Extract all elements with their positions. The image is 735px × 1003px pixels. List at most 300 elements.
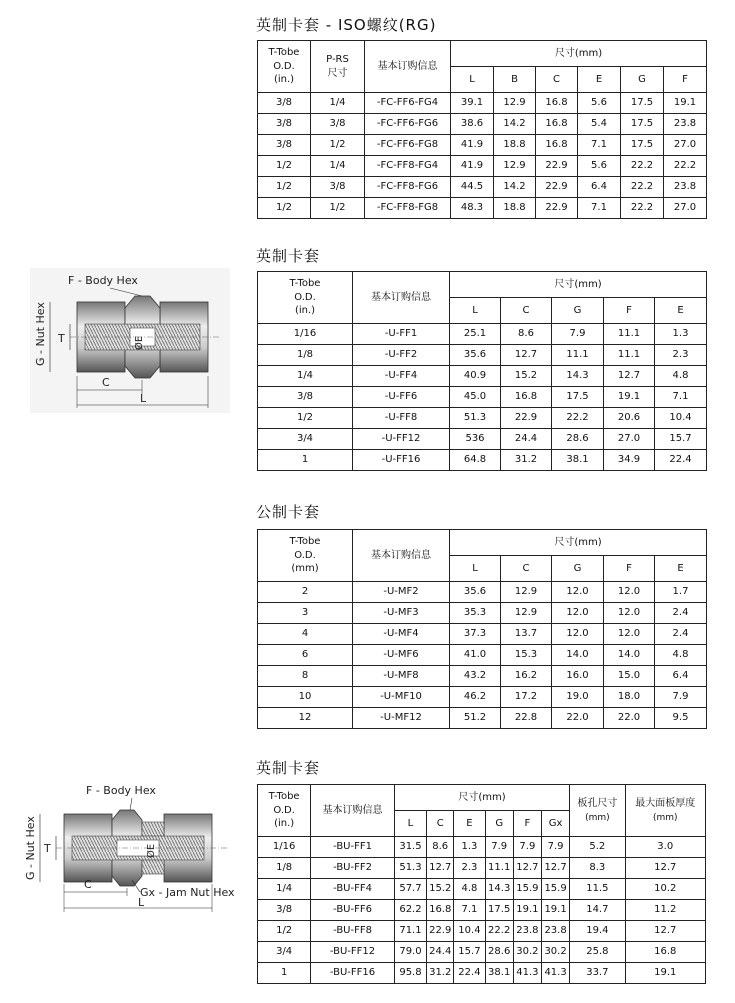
table-cell: 18.0: [604, 687, 655, 708]
table-row: [258, 345, 707, 366]
table-cell: 22.8: [501, 708, 552, 729]
table-row: [258, 837, 706, 858]
table-cell: 17.5: [621, 135, 664, 156]
table-cell: 15.7: [454, 942, 485, 963]
table-cell: 13.7: [501, 624, 552, 645]
table-cell: 14.0: [604, 645, 655, 666]
table-cell: 3/8: [258, 135, 311, 156]
table-cell: 46.2: [450, 687, 501, 708]
table-cell: -FC-FF6-FG8: [365, 135, 451, 156]
header-panel-thickness: 最大面板厚度 (mm): [625, 785, 705, 837]
header-dim: L: [450, 298, 501, 324]
table-cell: 22.9: [536, 156, 578, 177]
header-dim: C: [501, 298, 552, 324]
table-cell: 2: [258, 582, 353, 603]
table-cell: 38.1: [552, 450, 604, 471]
tube-od-label: T: [58, 332, 65, 345]
table-cell: 4.8: [655, 645, 707, 666]
table-cell: 9.5: [655, 708, 707, 729]
table-cell: 3.0: [625, 837, 705, 858]
table-cell: 41.9: [451, 156, 494, 177]
table-cell: 4.8: [454, 879, 485, 900]
table-cell: 30.2: [541, 942, 569, 963]
header-dim: C: [501, 556, 552, 582]
header-dim: Gx: [541, 811, 569, 837]
table-cell: 17.5: [485, 900, 513, 921]
table-cell: 1/4: [258, 366, 353, 387]
table-cell: -U-FF1: [353, 324, 450, 345]
table-row: [258, 900, 706, 921]
table-cell: 12.7: [625, 858, 705, 879]
table-cell: 22.2: [552, 408, 604, 429]
table-cell: 40.9: [450, 366, 501, 387]
header-dim: G: [621, 67, 664, 93]
table-cell: -BU-FF6: [311, 900, 395, 921]
header-dim: C: [536, 67, 578, 93]
table-cell: 8: [258, 666, 353, 687]
table-cell: 12.7: [604, 366, 655, 387]
bulkhead-union-diagram: [22, 780, 240, 920]
table-row: [258, 429, 707, 450]
header-tube-od: T-Tobe O.D. (in.): [258, 272, 353, 324]
table-cell: 7.1: [454, 900, 485, 921]
table-cell: 1/2: [258, 177, 311, 198]
table-cell: 17.2: [501, 687, 552, 708]
header-dim: E: [655, 298, 707, 324]
table-cell: 15.3: [501, 645, 552, 666]
table-cell: 14.0: [552, 645, 604, 666]
table-cell: 27.0: [604, 429, 655, 450]
table-row: [258, 624, 707, 645]
table-cell: 3/4: [258, 429, 353, 450]
table-cell: 5.2: [570, 837, 625, 858]
table-row: [258, 582, 707, 603]
table-cell: 1/2: [311, 198, 365, 219]
table-cell: 22.9: [536, 198, 578, 219]
table-cell: 7.9: [552, 324, 604, 345]
table-cell: 536: [450, 429, 501, 450]
table-row: [258, 666, 707, 687]
header-dimensions: 尺寸(mm): [450, 530, 707, 556]
table-cell: 12.0: [552, 603, 604, 624]
table-cell: -FC-FF8-FG4: [365, 156, 451, 177]
table-cell: 48.3: [451, 198, 494, 219]
table-row: [258, 387, 707, 408]
header-order-info: 基本订购信息: [353, 530, 450, 582]
table-cell: -FC-FF6-FG6: [365, 114, 451, 135]
table-cell: 28.6: [485, 942, 513, 963]
table-cell: 12.7: [501, 345, 552, 366]
table-cell: 6: [258, 645, 353, 666]
table-cell: 51.2: [450, 708, 501, 729]
table-cell: 41.3: [541, 963, 569, 984]
header-dim: F: [604, 298, 655, 324]
table-cell: -BU-FF4: [311, 879, 395, 900]
header-dimensions: 尺寸(mm): [394, 785, 569, 811]
table-cell: 2.4: [655, 603, 707, 624]
table-cell: 14.3: [552, 366, 604, 387]
table-cell: -BU-FF16: [311, 963, 395, 984]
body-hex-label: F - Body Hex: [86, 784, 156, 797]
table-cell: 1/8: [258, 858, 311, 879]
header-dim: G: [552, 556, 604, 582]
table-cell: 15.9: [541, 879, 569, 900]
header-dim: L: [450, 556, 501, 582]
table-cell: 25.8: [570, 942, 625, 963]
table-row: [258, 156, 707, 177]
table-cell: 22.9: [536, 177, 578, 198]
table-cell: 22.0: [552, 708, 604, 729]
table-cell: 1.3: [655, 324, 707, 345]
table-cell: 44.5: [451, 177, 494, 198]
table-row: [258, 93, 707, 114]
header-dim: F: [664, 67, 707, 93]
table-cell: 22.0: [604, 708, 655, 729]
header-dim: B: [494, 67, 536, 93]
table-cell: 11.1: [552, 345, 604, 366]
table-cell: 15.2: [427, 879, 454, 900]
header-tube-od: T-Tobe O.D. (in.): [258, 41, 311, 93]
table-cell: 51.3: [394, 858, 426, 879]
table-cell: 2.3: [655, 345, 707, 366]
table-cell: 12.0: [552, 582, 604, 603]
table-cell: -U-MF8: [353, 666, 450, 687]
table-cell: 5.6: [578, 93, 621, 114]
table-cell: 3/8: [258, 114, 311, 135]
table-cell: 6.4: [578, 177, 621, 198]
table-cell: 28.6: [552, 429, 604, 450]
header-order-info: 基本订购信息: [353, 272, 450, 324]
header-tube-od: T-Tobe O.D. (mm): [258, 530, 353, 582]
table-cell: 8.6: [501, 324, 552, 345]
table-cell: 38.1: [485, 963, 513, 984]
header-dimensions: 尺寸(mm): [451, 41, 707, 67]
table-cell: 30.2: [513, 942, 541, 963]
table-cell: 31.5: [394, 837, 426, 858]
table-cell: 16.8: [427, 900, 454, 921]
nut-hex-label: G - Nut Hex: [34, 302, 47, 366]
table-cell: 16.8: [536, 93, 578, 114]
table-cell: 20.6: [604, 408, 655, 429]
table-cell: 10: [258, 687, 353, 708]
table-cell: 35.3: [450, 603, 501, 624]
section2-title: 英制卡套: [256, 247, 321, 265]
table-cell: 35.6: [450, 345, 501, 366]
table-cell: -BU-FF1: [311, 837, 395, 858]
table-cell: 7.9: [655, 687, 707, 708]
table-cell: 57.7: [394, 879, 426, 900]
table-cell: -U-FF16: [353, 450, 450, 471]
table-cell: 16.8: [536, 114, 578, 135]
table-cell: 17.5: [552, 387, 604, 408]
table-cell: 19.4: [570, 921, 625, 942]
table-cell: 41.3: [513, 963, 541, 984]
table-row: [258, 687, 707, 708]
table-cell: -BU-FF2: [311, 858, 395, 879]
table-cell: 3/8: [258, 387, 353, 408]
header-order-info: 基本订购信息: [311, 785, 395, 837]
table-cell: 22.4: [655, 450, 707, 471]
table-cell: -U-FF6: [353, 387, 450, 408]
table-cell: 5.4: [578, 114, 621, 135]
bore-diameter-label: ØE: [146, 843, 157, 858]
table-cell: 39.1: [451, 93, 494, 114]
header-dim: L: [451, 67, 494, 93]
table-cell: 14.7: [570, 900, 625, 921]
table-cell: 8.6: [427, 837, 454, 858]
table-cell: 6.4: [655, 666, 707, 687]
table-cell: 3: [258, 603, 353, 624]
table-cell: 95.8: [394, 963, 426, 984]
table-cell: 3/8: [258, 93, 311, 114]
dim-l-label: L: [138, 896, 145, 909]
table-cell: 1.7: [655, 582, 707, 603]
table-cell: 16.2: [501, 666, 552, 687]
header-dim: E: [578, 67, 621, 93]
table-cell: 7.9: [513, 837, 541, 858]
table-row: [258, 114, 707, 135]
table-cell: -U-FF4: [353, 366, 450, 387]
table-cell: 10.4: [655, 408, 707, 429]
table-row: [258, 198, 707, 219]
table-cell: 16.8: [625, 942, 705, 963]
table-cell: -BU-FF12: [311, 942, 395, 963]
table-cell: 1/8: [258, 345, 353, 366]
table-cell: 15.9: [513, 879, 541, 900]
jam-nut-label: Gx - Jam Nut Hex: [140, 886, 235, 899]
table-cell: 51.3: [450, 408, 501, 429]
dim-c-label: C: [84, 878, 92, 891]
table-cell: 17.5: [621, 93, 664, 114]
table-cell: 22.9: [427, 921, 454, 942]
table-cell: 18.8: [494, 135, 536, 156]
table-cell: 1/2: [311, 135, 365, 156]
table-cell: 62.2: [394, 900, 426, 921]
table-cell: -U-FF12: [353, 429, 450, 450]
table-cell: 14.3: [485, 879, 513, 900]
spec-table-bulkhead-union: [257, 784, 706, 984]
table-cell: 24.4: [501, 429, 552, 450]
bore-diameter-label: ØE: [134, 335, 145, 350]
table-cell: 7.9: [485, 837, 513, 858]
table-row: [258, 177, 707, 198]
table-cell: 41.9: [451, 135, 494, 156]
header-panel-hole: 板孔尺寸 (mm): [570, 785, 625, 837]
table-row: [258, 324, 707, 345]
table-cell: 11.1: [485, 858, 513, 879]
table-cell: -U-MF12: [353, 708, 450, 729]
table-row: [258, 963, 706, 984]
table-cell: 27.0: [664, 198, 707, 219]
table-cell: 34.9: [604, 450, 655, 471]
table-cell: 15.2: [501, 366, 552, 387]
header-dim: F: [513, 811, 541, 837]
table-cell: 12.7: [541, 858, 569, 879]
table-cell: 1/4: [311, 93, 365, 114]
table-cell: 11.2: [625, 900, 705, 921]
spec-table-metric-union: [257, 529, 707, 729]
table-cell: 12.0: [604, 624, 655, 645]
table-cell: 38.6: [451, 114, 494, 135]
header-dim: E: [454, 811, 485, 837]
table-cell: 3/8: [258, 900, 311, 921]
table-cell: 12.0: [604, 603, 655, 624]
table-cell: 71.1: [394, 921, 426, 942]
table-cell: 11.1: [604, 345, 655, 366]
table-cell: 16.8: [536, 135, 578, 156]
table-cell: 3/8: [311, 114, 365, 135]
table-cell: 7.1: [655, 387, 707, 408]
dim-c-label: C: [102, 376, 110, 389]
table-cell: 12.7: [625, 921, 705, 942]
table-row: [258, 708, 707, 729]
table-cell: 3/8: [311, 177, 365, 198]
table-cell: 7.1: [578, 135, 621, 156]
table-cell: 1/16: [258, 324, 353, 345]
table-cell: -U-MF6: [353, 645, 450, 666]
table-cell: 31.2: [427, 963, 454, 984]
table-cell: 23.8: [541, 921, 569, 942]
table-cell: 10.4: [454, 921, 485, 942]
table-cell: -U-FF8: [353, 408, 450, 429]
table-cell: 23.8: [664, 177, 707, 198]
header-dimensions: 尺寸(mm): [450, 272, 707, 298]
table-cell: 43.2: [450, 666, 501, 687]
table-cell: 18.8: [494, 198, 536, 219]
table-row: [258, 366, 707, 387]
table-cell: 12.0: [604, 582, 655, 603]
table-cell: 19.1: [541, 900, 569, 921]
table-cell: 22.4: [454, 963, 485, 984]
table-cell: 1: [258, 450, 353, 471]
tube-od-label: T: [44, 842, 51, 855]
table-cell: 1.3: [454, 837, 485, 858]
table-cell: 2.4: [655, 624, 707, 645]
table-cell: -BU-FF8: [311, 921, 395, 942]
body-hex-label: F - Body Hex: [68, 274, 138, 287]
section3-title: 公制卡套: [256, 503, 321, 521]
table-cell: 5.6: [578, 156, 621, 177]
table-cell: 1/2: [258, 156, 311, 177]
table-cell: 11.1: [604, 324, 655, 345]
table-cell: -U-MF4: [353, 624, 450, 645]
table-cell: 15.0: [604, 666, 655, 687]
table-cell: 10.2: [625, 879, 705, 900]
header-dim: G: [552, 298, 604, 324]
table-cell: 64.8: [450, 450, 501, 471]
table-row: [258, 858, 706, 879]
header-dim: E: [655, 556, 707, 582]
table-cell: 12: [258, 708, 353, 729]
table-cell: -FC-FF8-FG6: [365, 177, 451, 198]
table-cell: 12.9: [501, 582, 552, 603]
header-dim: G: [485, 811, 513, 837]
header-dim: F: [604, 556, 655, 582]
table-cell: 27.0: [664, 135, 707, 156]
table-cell: 23.8: [513, 921, 541, 942]
table-cell: 7.9: [541, 837, 569, 858]
table-cell: -U-MF2: [353, 582, 450, 603]
table-cell: 19.1: [664, 93, 707, 114]
table-cell: 31.2: [501, 450, 552, 471]
table-cell: 12.7: [513, 858, 541, 879]
table-cell: 12.9: [494, 93, 536, 114]
table-cell: 16.0: [552, 666, 604, 687]
table-cell: 17.5: [621, 114, 664, 135]
table-cell: 8.3: [570, 858, 625, 879]
table-cell: 3/4: [258, 942, 311, 963]
table-cell: 14.2: [494, 114, 536, 135]
table-cell: 1/2: [258, 921, 311, 942]
table-cell: 24.4: [427, 942, 454, 963]
table-cell: 19.1: [513, 900, 541, 921]
table-cell: 15.7: [655, 429, 707, 450]
section1-title: 英制卡套 - ISO螺纹(RG): [256, 16, 437, 34]
table-cell: 1: [258, 963, 311, 984]
table-cell: 19.1: [625, 963, 705, 984]
table-row: [258, 645, 707, 666]
table-row: [258, 450, 707, 471]
table-cell: 22.2: [664, 156, 707, 177]
table-cell: 4.8: [655, 366, 707, 387]
table-cell: 12.0: [552, 624, 604, 645]
table-cell: -U-MF10: [353, 687, 450, 708]
table-cell: 22.2: [621, 156, 664, 177]
dim-l-label: L: [140, 392, 147, 405]
header-dim: L: [394, 811, 426, 837]
table-cell: 37.3: [450, 624, 501, 645]
table-cell: 79.0: [394, 942, 426, 963]
table-cell: 1/2: [258, 198, 311, 219]
table-row: [258, 879, 706, 900]
table-cell: 22.2: [621, 198, 664, 219]
table-cell: 12.9: [494, 156, 536, 177]
spec-table-imperial-union: [257, 271, 707, 471]
table-cell: 19.1: [604, 387, 655, 408]
header-order-info: 基本订购信息: [365, 41, 451, 93]
table-cell: 2.3: [454, 858, 485, 879]
table-cell: 12.7: [427, 858, 454, 879]
table-cell: 16.8: [501, 387, 552, 408]
table-cell: 19.0: [552, 687, 604, 708]
table-cell: 35.6: [450, 582, 501, 603]
table-cell: 1/4: [258, 879, 311, 900]
table-row: [258, 603, 707, 624]
header-thread-size: P-RS 尺寸: [311, 41, 365, 93]
table-cell: 25.1: [450, 324, 501, 345]
table-cell: 7.1: [578, 198, 621, 219]
table-cell: 41.0: [450, 645, 501, 666]
union-fitting-diagram: [30, 268, 230, 413]
table-cell: 23.8: [664, 114, 707, 135]
table-cell: 22.2: [485, 921, 513, 942]
table-cell: -U-MF3: [353, 603, 450, 624]
table-cell: 22.2: [621, 177, 664, 198]
table-cell: 33.7: [570, 963, 625, 984]
section4-title: 英制卡套: [256, 759, 321, 777]
table-row: [258, 921, 706, 942]
table-cell: -FC-FF6-FG4: [365, 93, 451, 114]
table-cell: 12.9: [501, 603, 552, 624]
nut-hex-label: G - Nut Hex: [24, 816, 37, 880]
table-cell: 14.2: [494, 177, 536, 198]
table-row: [258, 408, 707, 429]
table-cell: 4: [258, 624, 353, 645]
table-cell: -FC-FF8-FG8: [365, 198, 451, 219]
table-cell: 1/16: [258, 837, 311, 858]
table-cell: 1/2: [258, 408, 353, 429]
table-cell: 45.0: [450, 387, 501, 408]
